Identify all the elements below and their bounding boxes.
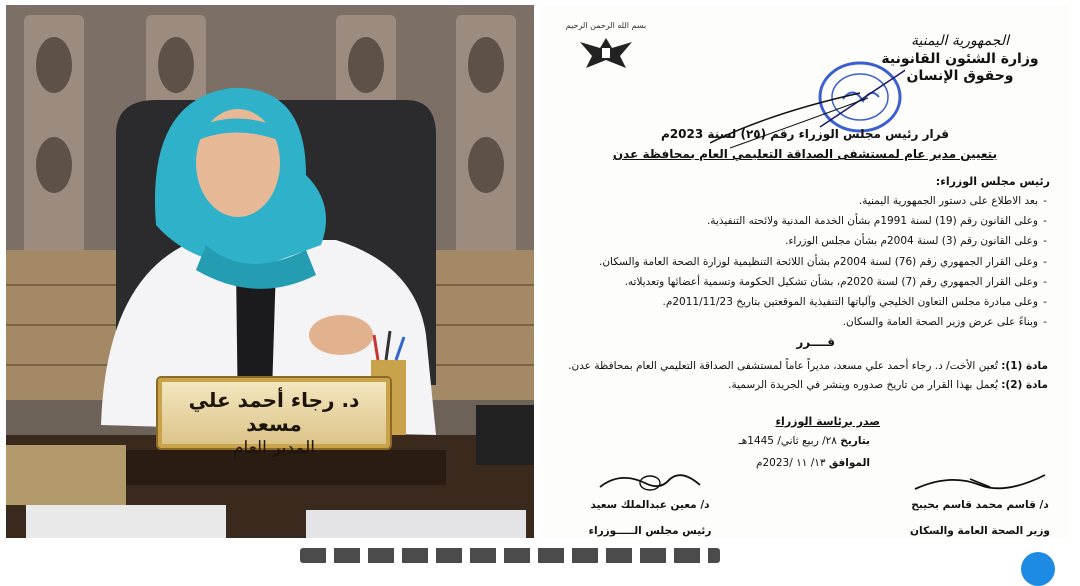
article-2-label: مادة (2): xyxy=(1001,379,1048,391)
eagle-emblem-icon xyxy=(576,34,636,72)
desk-nameplate xyxy=(158,378,390,458)
pm-heading: رئيس مجلس الوزراء: xyxy=(935,175,1050,188)
signature-minister-icon xyxy=(910,467,1050,497)
preamble-item: - وعلى القرار الجمهوري رقم (76) لسنة 2004م بشأن اللائحة التنظيمية لوزارة الصحة العامة والسكان. xyxy=(572,252,1052,272)
republic-label: الجمهورية اليمنية xyxy=(910,33,1009,49)
decree-title: قرار رئيس مجلس الوزراء رقم (٢٥) لسنة 2023م xyxy=(661,127,949,141)
preamble-item: - وعلى القانون رقم (19) لسنة 1991م بشأن الخدمة المدنية ولائحته التنفيذية. xyxy=(572,211,1052,231)
signatory-left-title: رئيس مجلس الـــــوزراء xyxy=(588,525,712,537)
article-1 xyxy=(568,360,1048,372)
office-scene xyxy=(6,5,534,538)
emblem-block xyxy=(556,21,656,76)
decided-heading: قــــرر xyxy=(796,335,835,349)
article-1-text: تُعين الأخت/ د. رجاء أحمد علي مسعد، مديراً عاماً لمستشفى الصداقة التعليمي العام بمحافظة عدن. xyxy=(568,360,998,372)
ministry-line1: وزارة الشئون القانونية xyxy=(881,51,1039,67)
signature-pm xyxy=(570,467,730,537)
date-gregorian-value: ١٣/ ١١ /2023م xyxy=(755,457,826,469)
basmala: بسم الله الرحمن الرحيم xyxy=(565,21,647,30)
preamble-list xyxy=(572,191,1052,332)
cropped-caption-text xyxy=(300,548,720,563)
decree-document xyxy=(540,5,1070,538)
handwritten-scribble-icon xyxy=(710,83,870,153)
signatory-left-name: د/ معين عبدالملك سعيد xyxy=(590,499,710,511)
decree-subtitle: بتعيين مدير عام لمستشفى الصداقة التعليمي العام بمحافظة عدن xyxy=(612,147,998,161)
nameplate-name: د. رجاء أحمد علي مسعد xyxy=(188,388,360,436)
preamble-item: - وعلى مبادرة مجلس التعاون الخليجي وآلياتها التنفيذية الموقعتين بتاريخ 2011/11/23م. xyxy=(572,292,1052,312)
preamble-item: - وعلى القانون رقم (3) لسنة 2004م بشأن مجلس الوزراء. xyxy=(572,231,1052,251)
article-2-text: يُعمل بهذا القرار من تاريخ صدوره وينشر في الجريدة الرسمية. xyxy=(728,379,998,391)
nameplate-title: المدير العام xyxy=(233,438,315,458)
ministry-line2: وحقوق الإنسان xyxy=(906,68,1014,84)
director-photo xyxy=(6,5,534,538)
gregorian-date xyxy=(756,457,870,469)
signatory-right-name: د/ قاسم محمد قاسم بحيبح xyxy=(911,499,1049,511)
article-2 xyxy=(728,379,1048,391)
signatory-right-title: وزير الصحة العامة والسكان xyxy=(910,525,1050,537)
hijri-date xyxy=(739,435,870,447)
share-icon[interactable] xyxy=(1021,552,1055,586)
article-1-label: مادة (1): xyxy=(1001,360,1048,372)
issued-line: صدر برئاسة الوزراء xyxy=(775,415,880,428)
date-label: بتاريخ xyxy=(840,435,870,447)
preamble-item: - بعد الاطلاع على دستور الجمهورية اليمنية. xyxy=(572,191,1052,211)
date-hijri-value: ٢٨/ ربيع ثاني/ 1445هـ xyxy=(738,435,837,447)
preamble-item: - وبناءً على عرض وزير الصحة العامة والسكان. xyxy=(572,312,1052,332)
signature-pm-icon xyxy=(590,467,710,497)
agreed-label: الموافق xyxy=(828,457,870,469)
preamble-item: - وعلى القرار الجمهوري رقم (7) لسنة 2020م، بشأن تشكيل الحكومة وتسمية أعضائها وتعديلاته. xyxy=(572,272,1052,292)
signature-minister xyxy=(900,467,1060,537)
